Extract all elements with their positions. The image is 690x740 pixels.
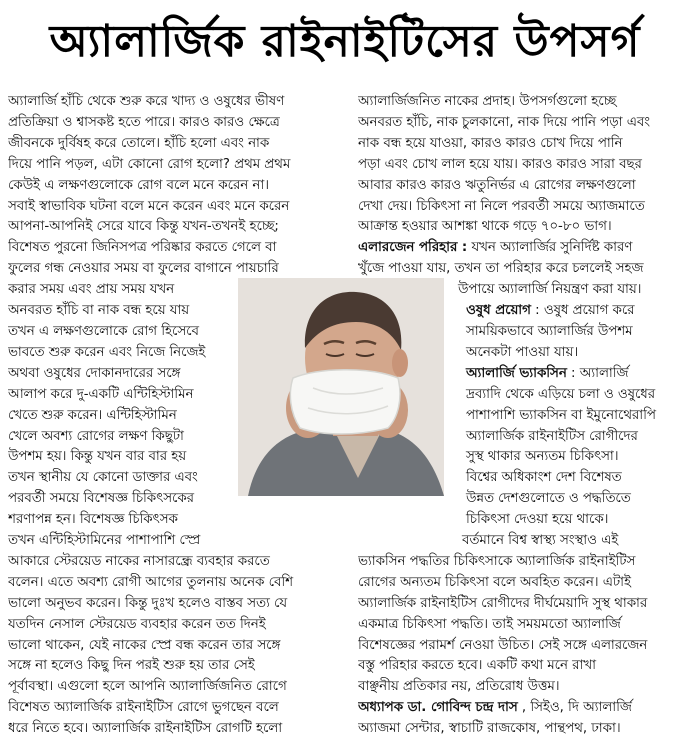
text-line: দিয়ে পানি পড়ল, এটা কোনো রোগ হলো? প্রথম প্রথম: [8, 156, 291, 172]
text-line: আবার কারও কারও ঋতুনির্ভর এ রোগের লক্ষণগুলো: [358, 177, 636, 193]
text-line: অ্যালার্জি হাঁচি থেকে শুরু করে খাদ্য ও ওষুধের ভীষণ: [8, 94, 285, 109]
text-line: অ্যালার্জিক রাইনাইটিস রোগীদের দীর্ঘমেয়াদি সুস্থ থাকার: [358, 595, 648, 611]
text-line: ওষুধ প্রয়োগ : ওষুধ প্রয়োগ করে: [466, 303, 635, 319]
text-line: পরবর্তী সময়ে বিশেষজ্ঞ চিকিৎসকের: [8, 491, 194, 507]
text-line: বিশ্বের অধিকাংশ দেশ বিশেষত: [466, 470, 622, 486]
text-line: সবাই স্বাভাবিক ঘটনা বলে মনে করেন এবং মনে করেন: [8, 198, 290, 214]
text-line: অধ্যাপক ডা. গোবিন্দ চন্দ্র দাস , সিইও, দি অ্যালার্জি: [358, 700, 632, 716]
text-line: চিকিৎসা দেওয়া হয়ে থাকে।: [466, 512, 609, 528]
text-line: উপায়ে অ্যালার্জি নিয়ন্ত্রণ করা যায়।: [458, 282, 642, 298]
allergen-heading: এলারজেন পরিহার :: [358, 240, 468, 256]
text-line: রোগের অন্যতম চিকিৎসা বলে অবহিত করেন। এটাই: [358, 574, 631, 590]
text-line: অনেকটা পাওয়া যায়।: [466, 344, 579, 360]
text-line: খেলে অবশ্য রোগের লক্ষণ কিছুটা: [8, 428, 184, 444]
text-line: ধরে নিতে হবে। অ্যালার্জিক রাইনাইটিস রোগটি হলো: [8, 721, 283, 737]
text-line: যতদিন নেসাল স্টেরয়েড ব্যবহার করেন তত দিনই: [8, 616, 266, 632]
text-line: অনবরত হাঁচি বা নাক বন্ধ হয়ে যায়: [8, 303, 190, 319]
text-line: বিশেষত পুরনো জিনিসপত্র পরিষ্কার করতে গেলে বা: [8, 240, 277, 256]
text-line: প্রতিক্রিয়া ও শ্বাসকষ্ট হতে পারে। কারও কারও ক্ষেত্রে: [8, 114, 280, 130]
headline: অ্যালার্জিক রাইনাইটিসের উপসর্গ: [49, 16, 641, 67]
author-name: অধ্যাপক ডা. গোবিন্দ চন্দ্র দাস: [358, 700, 518, 716]
text-line: ভালো থাকেন, যেই নাকের স্প্রে বন্ধ করেন তার সঙ্গে: [8, 637, 281, 653]
text-line: আক্রান্ত হওয়ার আশঙ্কা থাকে গড়ে ৭০-৮০ ভাগ।: [358, 219, 612, 235]
text-line: একমাত্র চিকিৎসা পদ্ধতি। তাই সময়মতো অ্যালার্জি: [358, 616, 621, 632]
text-line: পূর্বাবস্থা। এগুলো হলে আপনি অ্যালার্জিজনিত রোগে: [8, 679, 287, 695]
text-line: বস্তু পরিহার করতে হবে। একটি কথা মনে রাখা: [358, 658, 596, 674]
text-line: খেতে শুরু করেন। এন্টিহিস্টামিন: [8, 407, 177, 423]
text-line: অনবরত হাঁচি, নাক চুলকানো, নাক দিয়ে পানি পড়া এবং: [358, 114, 651, 130]
text-line: তখন এন্টিহিস্টামিনের পাশাপাশি স্প্রে: [8, 533, 201, 549]
text-line: তখন স্থানীয় যে কোনো ডাক্তার এবং: [8, 470, 198, 486]
text-line: পড়া এবং চোখ লাল হয়ে যায়। কারও কারও সারা বছর: [358, 156, 642, 172]
vaccine-heading: অ্যালার্জি ভ্যাকসিন: [466, 365, 567, 381]
text-line: করার সময় এবং প্রায় সময় যখন: [8, 282, 175, 298]
text-line: আলাপ করে দু-একটি এন্টিহিস্টামিন: [8, 386, 194, 402]
text-line: জীবনকে দুর্বিষহ করে তোলে। হাঁচি হলো এবং নাক: [8, 135, 270, 151]
text-line: বাঞ্ছনীয় প্রতিকার নয়, প্রতিরোধ উত্তম।: [358, 679, 560, 695]
text-line: ভাবতে শুরু করেন এবং নিজে নিজেই: [8, 344, 206, 360]
text-line: কেউই এ লক্ষণগুলোকে রোগ বলে মনে করেন না।: [8, 177, 269, 193]
text-line: সঙ্গে না হলেও কিছু দিন পরই শুরু হয় তার সেই: [8, 658, 255, 674]
text-line: ভালো অনুভব করেন। কিন্তু দুঃখ হলেও বাস্তব সত্য যে: [8, 595, 288, 611]
text-line: সুস্থ থাকার অন্যতম চিকিৎসা।: [466, 449, 619, 465]
text-line: সাময়িকভাবে অ্যালার্জির উপশম: [466, 323, 633, 339]
medicine-heading: ওষুধ প্রয়োগ: [466, 303, 531, 319]
text-line: ফুলের গন্ধ নেওয়ার সময় বা ফুলের বাগানে পায়চারি: [8, 261, 279, 277]
text-line: আকারে স্টেরয়েড নাকের নাসারন্ধ্রে ব্যবহার করতে: [8, 553, 270, 569]
text-line: নাক বন্ধ হয়ে যাওয়া, কারও কারও চোখ দিয়ে পানি: [358, 135, 623, 151]
text-line: অ্যালার্জিজনিত নাকের প্রদাহ। উপসর্গগুলো হচ্ছে: [358, 94, 617, 109]
text-line: বিশেষত অ্যালার্জিক রাইনাইটিস রোগে ভুগছেন বলে: [8, 700, 279, 716]
text-line: ভ্যাকসিন পদ্ধতির চিকিৎসাকে অ্যালার্জিক রাইনাইটিস: [358, 553, 636, 569]
text-line: বিশেষজ্ঞের পরামর্শ নেওয়া উচিত। সেই সঙ্গে এলারজেন: [358, 637, 648, 653]
text-line: তখন এ লক্ষণগুলোকে রোগ হিসেবে: [8, 323, 199, 339]
text-line: অ্যাজমা সেন্টার, স্বাচাটি রাজকোষ, পান্থপথ, ঢাকা।: [358, 721, 621, 737]
text-line: খুঁজে পাওয়া যায়, তখন তা পরিহার করে চললেই সহজ: [358, 261, 644, 277]
text-line: উপশম হয়। কিন্তু যখন বার বার হয়: [8, 449, 187, 465]
text-line: এলারজেন পরিহার : যখন অ্যালার্জির সুনির্দিষ্ট কারণ: [358, 240, 633, 256]
right-column: [358, 92, 688, 740]
text-line: অ্যালার্জি ভ্যাকসিন : অ্যালার্জি: [466, 365, 629, 381]
text-line: দ্রব্যাদি থেকে এড়িয়ে চলা ও ওষুধের: [466, 386, 656, 402]
text-line: অথবা ওষুধের দোকানদারের সঙ্গে: [8, 365, 181, 381]
text-line: উন্নত দেশগুলোতে ও পদ্ধতিতে: [466, 491, 631, 507]
text-line: পাশাপাশি ভ্যাকসিন বা ইমুনোথেরাপি: [466, 407, 656, 423]
text-line: দেখা দেয়। চিকিৎসা না নিলে পরবর্তী সময়ে অ্যাজমাতে: [358, 198, 645, 214]
text-line: শরণাপন্ন হন। বিশেষজ্ঞ চিকিৎসক: [8, 512, 178, 528]
text-line: বর্তমানে বিশ্ব স্বাস্থ্য সংস্থাও এই: [462, 533, 619, 549]
text-line: আপনা-আপনিই সেরে যাবে কিন্তু যখন-তখনই হচ্ছে;: [8, 219, 279, 235]
text-line: অ্যালার্জিক রাইনাইটিস রোগীদের: [466, 428, 638, 444]
text-line: বলেন। এতে অবশ্য রোগী আগের তুলনায় অনেক বেশি: [8, 574, 294, 590]
